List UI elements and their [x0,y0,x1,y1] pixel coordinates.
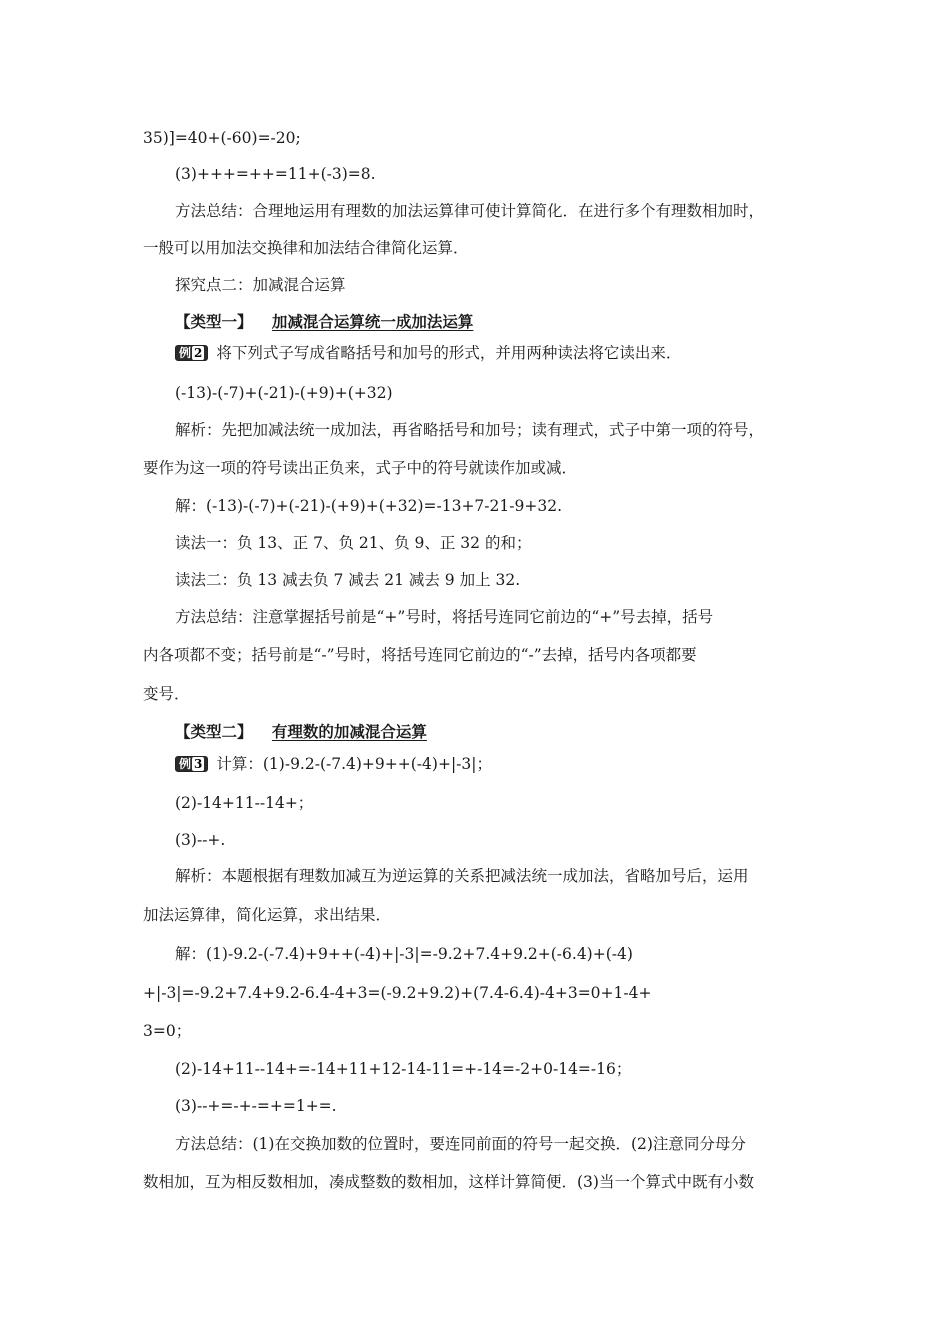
text-line: 数相加，互为相反数相加，凑成整数的数相加，这样计算简便．(3)当一个算式中既有小数 [143,1173,754,1191]
expression-line: (-13)-(-7)+(-21)-(+9)+(+32) [175,384,393,402]
example-badge-label: 例 [179,346,192,360]
text-line: 变号． [143,685,190,703]
type-heading [175,312,473,332]
example-text: 将下列式子写成省略括号和加号的形式，并用两种读法将它读出来． [216,344,682,362]
example-badge [175,345,208,361]
solution-line: (2)-14+11--14+=-14+11+12-14-11=+-14=-2+0-14=-16； [175,1060,632,1078]
text-line: 3=0； [143,1022,192,1040]
text-line: 内各项都不变；括号前是“-”号时，将括号连同它前边的“-”去掉，括号内各项都要 [143,646,697,664]
expression-line: (2)-14+11--14+； [175,794,314,812]
type-title: 加减混合运算统一成加法运算 [271,312,474,331]
type-label: 【类型二】 [175,722,253,741]
solution-line: (3)--+=-+-=+=1+=. [175,1097,337,1115]
text-line: +|-3|=-9.2+7.4+9.2-6.4-4+3=(-9.2+9.2)+(7.4-6.4)-4+3=0+1-4+ [143,984,652,1002]
example-badge-label: 例 [179,757,192,771]
reading-method-1: 读法一：负 13、正 7、负 21、负 9、正 32 的和； [175,534,532,552]
analysis-line: 解析：本题根据有理数加减互为逆运算的关系把减法统一成加法，省略加号后，运用 [175,867,749,885]
text-line: (3)+++=++=11+(-3)=8. [175,165,376,183]
example-badge-number: 3 [194,757,203,771]
example-line [175,343,681,363]
solution-line: 解：(-13)-(-7)+(-21)-(+9)+(+32)=-13+7-21-9+32. [175,497,562,515]
text-line: 一般可以用加法交换律和加法结合律简化运算． [143,239,469,257]
example-badge-number: 2 [194,346,203,360]
method-summary: 方法总结：(1)在交换加数的位置时，要连同前面的符号一起交换．(2)注意同分母分 [175,1135,746,1153]
method-summary: 方法总结：注意掌握括号前是“+”号时，将括号连同它前边的“+”号去掉，括号 [175,608,714,626]
type-heading [175,722,427,742]
method-summary: 方法总结：合理地运用有理数的加法运算律可使计算简化．在进行多个有理数相加时， [175,202,765,220]
solution-line: 解：(1)-9.2-(-7.4)+9++(-4)+|-3|=-9.2+7.4+9.2+(-6.4)+(-4) [175,945,633,963]
text-line: 35)]=40+(-60)=-20; [143,129,301,147]
text-line: 加法运算律，简化运算，求出结果． [143,906,392,924]
example-text: 计算：(1)-9.2-(-7.4)+9++(-4)+|-3|； [216,755,492,773]
expression-line: (3)--+. [175,831,226,849]
text-line: 要作为这一项的符号读出正负来，式子中的符号就读作加或减． [143,459,578,477]
section-heading: 探究点二：加减混合运算 [175,276,346,294]
example-badge [175,756,208,772]
reading-method-2: 读法二：负 13 减去负 7 减去 21 减去 9 加上 32. [175,571,521,589]
type-label: 【类型一】 [175,312,253,331]
type-title: 有理数的加减混合运算 [271,722,427,741]
example-line [175,754,492,774]
analysis-line: 解析：先把加减法统一成加法，再省略括号和加号；读有理式，式子中第一项的符号， [175,421,765,439]
